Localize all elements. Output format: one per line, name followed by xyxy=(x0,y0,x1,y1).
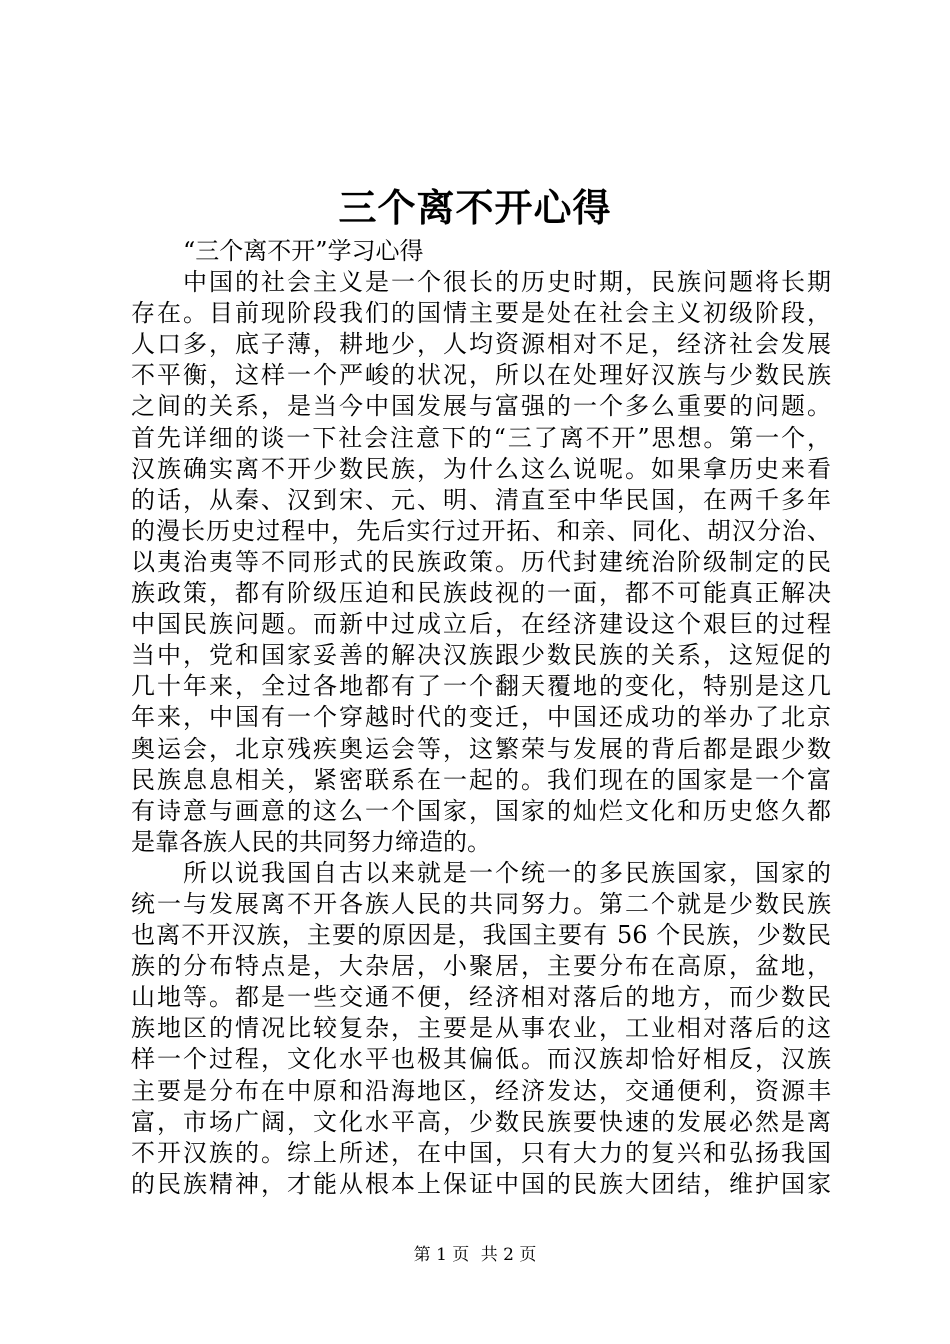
text-line: 不开汉族的。综上所述，在中国，只有大力的复兴和弘扬我国 xyxy=(131,1138,831,1167)
document-title: 三个离不开心得 xyxy=(338,186,612,230)
text-line: 几十年来，全过各地都有了一个翻天覆地的变化，特别是这几 xyxy=(131,672,831,701)
page-number-current: 第 1 页 xyxy=(413,1245,470,1265)
text-line: 当中，党和国家妥善的解决汉族跟少数民族的关系，这短促的 xyxy=(131,641,831,670)
page-footer xyxy=(0,1243,950,1267)
text-line: 民族息息相关，紧密联系在一起的。我们现在的国家是一个富 xyxy=(131,765,831,794)
text-line: 有诗意与画意的这么一个国家，国家的灿烂文化和历史悠久都 xyxy=(131,796,831,825)
text-line: 富，市场广阔，文化水平高，少数民族要快速的发展必然是离 xyxy=(131,1107,831,1136)
text-line: 是靠各族人民的共同努力缔造的。 xyxy=(131,827,491,856)
text-line: 以夷治夷等不同形式的民族政策。历代封建统治阶级制定的民 xyxy=(131,547,831,576)
text-line: 族地区的情况比较复杂，主要是从事农业，工业相对落后的这 xyxy=(131,1014,831,1043)
text-line: 存在。目前现阶段我们的国情主要是处在社会主义初级阶段， xyxy=(131,299,831,328)
text-line: 奥运会，北京残疾奥运会等，这繁荣与发展的背后都是跟少数 xyxy=(131,734,831,763)
text-line: 年来，中国有一个穿越时代的变迁，中国还成功的举办了北京 xyxy=(131,703,831,732)
text-line: 之间的关系，是当今中国发展与富强的一个多么重要的问题。 xyxy=(131,392,831,421)
text-line: 中国的社会主义是一个很长的历史时期，民族问题将长期 xyxy=(183,268,831,297)
text-line: 不平衡，这样一个严峻的状况，所以在处理好汉族与少数民族 xyxy=(131,361,831,390)
page-number-total: 共 2 页 xyxy=(480,1245,537,1265)
text-line: 的话，从秦、汉到宋、元、明、清直至中华民国，在两千多年 xyxy=(131,485,831,514)
document-body xyxy=(131,236,831,1200)
text-line: 人口多，底子薄，耕地少，人均资源相对不足，经济社会发展 xyxy=(131,330,831,359)
text-line: 所以说我国自古以来就是一个统一的多民族国家，国家的 xyxy=(183,858,831,887)
text-line: 的漫长历史过程中，先后实行过开拓、和亲、同化、胡汉分治、 xyxy=(131,516,831,545)
text-line: 山地等。都是一些交通不便，经济相对落后的地方，而少数民 xyxy=(131,983,831,1012)
text-line: 首先详细的谈一下社会注意下的“三了离不开”思想。第一个， xyxy=(131,423,831,452)
text-line: 中国民族问题。而新中过成立后，在经济建设这个艰巨的过程 xyxy=(131,610,831,639)
text-line: 样一个过程，文化水平也极其偏低。而汉族却恰好相反，汉族 xyxy=(131,1045,831,1074)
text-line: “三个离不开”学习心得 xyxy=(183,237,424,265)
text-line: 族的分布特点是，大杂居，小聚居，主要分布在高原，盆地， xyxy=(131,952,831,981)
text-line: 主要是分布在中原和沿海地区，经济发达，交通便利，资源丰 xyxy=(131,1076,831,1105)
text-line: 统一与发展离不开各族人民的共同努力。第二个就是少数民族 xyxy=(131,889,831,918)
text-line: 汉族确实离不开少数民族，为什么这么说呢。如果拿历史来看 xyxy=(131,454,831,483)
text-line: 也离不开汉族，主要的原因是，我国主要有 56 个民族，少数民 xyxy=(131,921,831,950)
text-line: 族政策，都有阶级压迫和民族歧视的一面，都不可能真正解决 xyxy=(131,579,831,608)
text-line: 的民族精神，才能从根本上保证中国的民族大团结，维护国家 xyxy=(131,1169,831,1198)
